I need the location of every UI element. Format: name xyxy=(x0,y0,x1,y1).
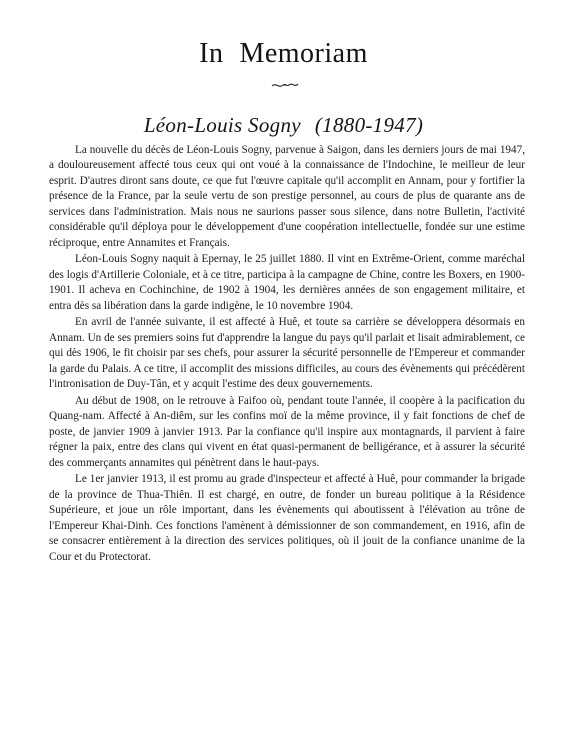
subject-dates: (1880-1947) xyxy=(314,113,424,137)
paragraph: La nouvelle du décès de Léon-Louis Sogny, parvenue à Saigon, dans les derniers jours de mai 1947, a douloureusement affecté tous ceux qui ont voué à la connaissance de l'Indochine, le meilleur de leur esprit. D'autres diront sans doute, ce que fut l'œuvre capitale qu'il accomplit en Annam, pour y fortifier la présence de la France, par la seule vertu de son prestige personnel, au cours de plus de quarante ans de services dans l'administration. Mais nous ne saurions passer sous silence, dans notre Bulletin, l'activité considérable qu'il déploya pour le développement d'une coopération intellectuelle, fondée sur une estime réciproque, entre Annamites et Français. xyxy=(49,144,525,249)
paragraph: Le 1er janvier 1913, il est promu au grade d'inspecteur et affecté à Huê, pour commander la brigade de la province de Thua-Thiên. Il est chargé, en outre, de fonder un bureau politique à la Résidence Supérieure, et joue un rôle important, dans les évènements qui aboutissent à l'élévation au trône de l'Empereur Khai-Dinh. Ces fonctions l'amènent à démissionner de son commandement, en 1916, afin de se consacrer entièrement à la direction des services politiques, où il jouit de la confiance unanime de la Cour et du Protectorat. xyxy=(49,473,525,563)
page-title xyxy=(0,38,567,70)
subject-name: Léon-Louis Sogny xyxy=(143,113,301,137)
title-word-memoriam: Memoriam xyxy=(239,38,368,69)
paragraph: Léon-Louis Sogny naquit à Epernay, le 25 juillet 1880. Il vint en Extrême-Orient, comme maréchal des logis d'Artillerie Coloniale, et à ce titre, participa à la campagne de Chine, contre les Boxers, en 1900-1901. Il acheva en Cochinchine, de 1902 à 1904, les dernières années de son engagement militaire, et entra dès sa libération dans la garde indigène, le 10 novembre 1904. xyxy=(49,253,525,312)
title-word-in: In xyxy=(199,38,224,69)
obituary-subtitle xyxy=(0,113,567,138)
paragraph: Au début de 1908, on le retrouve à Faifoo où, pendant toute l'année, il coopère à la pacification du Quang-nam. Affecté à An-diêm, sur les confins moï de la même province, il y fait fonctions de chef de poste, de janvier 1909 à janvier 1913. Par la confiance qu'il inspire aux montagnards, il parvient à faire régner la paix, entre des clans qui vivent en état quasi-permanent de belligérance, et à assurer la sécurité des commerçants annamites qui pénètrent dans le haut-pays. xyxy=(49,394,525,469)
flourish-icon xyxy=(270,80,300,90)
article-body xyxy=(49,143,525,566)
paragraph: En avril de l'année suivante, il est affecté à Huê, et toute sa carrière se développera désormais en Annam. Un de ses premiers soins fut d'apprendre la langue du pays qu'il parlait et lisait admirablement, ce qui dès 1906, le fit choisir par ses chefs, pour assurer la sécurité personnelle de l'Empereur et commander la garde du Palais. A ce titre, il accomplit des missions difficiles, au cours des évènements qui précédèrent l'intronisation de Duy-Tân, et y acquit l'estime des deux gouvernements. xyxy=(49,316,525,391)
